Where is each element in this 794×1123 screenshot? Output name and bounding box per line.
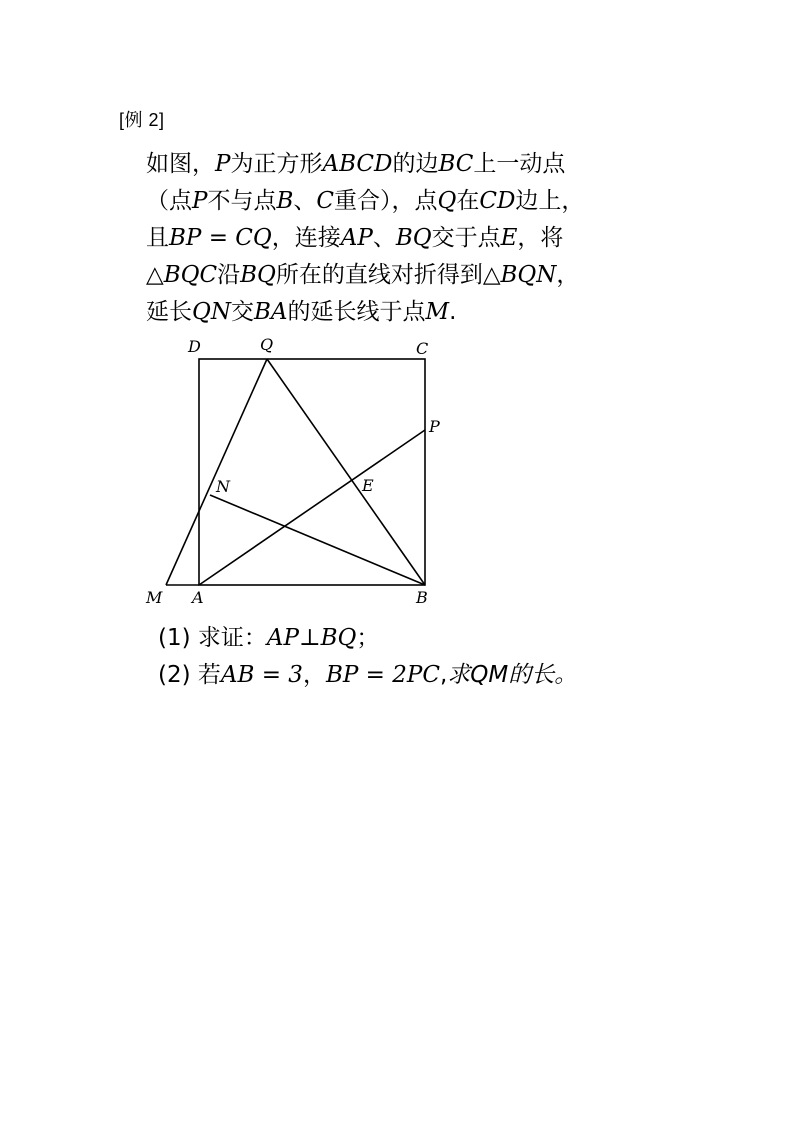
- text: 且: [146, 225, 169, 251]
- triangle-symbol: △: [146, 262, 164, 288]
- triangle-symbol: △: [482, 262, 501, 288]
- problem-line-3: [146, 220, 666, 257]
- text: ,: [439, 662, 448, 688]
- math-equation: BP = CQ: [169, 225, 272, 251]
- text: 若: [197, 662, 221, 688]
- text: 重合），点: [334, 188, 438, 214]
- text: 交于点: [431, 225, 501, 251]
- text: （点: [146, 188, 192, 214]
- point-label-P: P: [429, 417, 440, 436]
- text: 的延长线于点: [287, 299, 426, 325]
- point-label-N: N: [216, 477, 230, 496]
- text: ，: [302, 662, 326, 688]
- line-AP: [199, 430, 425, 585]
- text: 、: [293, 188, 317, 214]
- text: ，连接: [271, 225, 341, 251]
- text: 的边: [392, 151, 439, 177]
- problem-line-5: [146, 294, 666, 331]
- text: 所在的直线对折得到: [275, 262, 483, 288]
- problem-line-4: [146, 257, 666, 294]
- square-ABCD: [199, 359, 425, 585]
- text: ，: [556, 262, 580, 288]
- math-BQ: BQ: [240, 262, 276, 288]
- text: 交: [230, 299, 254, 325]
- problem-line-1: [146, 146, 666, 183]
- text: 在: [456, 188, 480, 214]
- text: 为正方形: [230, 151, 323, 177]
- point-label-Q: Q: [260, 335, 274, 354]
- line-MQ: [166, 359, 267, 585]
- math-expression: BP = 2PC: [325, 662, 440, 688]
- text: 上一动点: [473, 151, 566, 177]
- math-BA: BA: [253, 299, 288, 325]
- text: 延长: [146, 299, 192, 325]
- geometry-figure: [140, 330, 460, 610]
- math-P: P: [192, 188, 208, 214]
- math-B: B: [276, 188, 294, 214]
- problem-statement: [146, 146, 666, 331]
- text: ；: [356, 625, 380, 651]
- math-CD: CD: [479, 188, 516, 214]
- math-BQ: BQ: [395, 225, 432, 251]
- point-label-B: B: [416, 588, 428, 607]
- math-ABCD: ABCD: [322, 151, 393, 177]
- math-P: P: [215, 151, 231, 177]
- math-AP: AP: [340, 225, 373, 251]
- point-label-E: E: [362, 476, 374, 495]
- text: 边上，: [515, 188, 585, 214]
- math-QN: QN: [192, 299, 231, 325]
- point-label-C: C: [416, 339, 429, 358]
- math-expression: AP⊥BQ: [266, 625, 357, 651]
- math-BC: BC: [438, 151, 474, 177]
- question-number: (2): [158, 662, 191, 688]
- math-BQC: BQC: [163, 262, 218, 288]
- question-number: (1): [158, 625, 191, 651]
- example-label: [例 2]: [119, 110, 165, 130]
- point-label-A: A: [192, 588, 204, 607]
- math-Q: Q: [437, 188, 457, 214]
- text: 求证：: [197, 625, 267, 651]
- question-2: [158, 657, 698, 694]
- point-label-M: M: [146, 588, 163, 607]
- text: 如图，: [146, 151, 215, 177]
- text: ，将: [517, 225, 564, 251]
- text: 、: [372, 225, 396, 251]
- math-C: C: [316, 188, 334, 214]
- point-label-D: D: [188, 337, 201, 356]
- math-BQN: BQN: [500, 262, 557, 288]
- text: 沿: [217, 262, 241, 288]
- problem-line-2: [146, 183, 666, 220]
- text: 求QM的长。: [447, 662, 578, 688]
- text: .: [449, 299, 457, 325]
- math-M: M: [425, 299, 450, 325]
- text: 不与点: [207, 188, 277, 214]
- math-expression: AB = 3: [220, 662, 303, 688]
- questions: [158, 620, 698, 694]
- question-1: [158, 620, 698, 657]
- math-E: E: [500, 225, 518, 251]
